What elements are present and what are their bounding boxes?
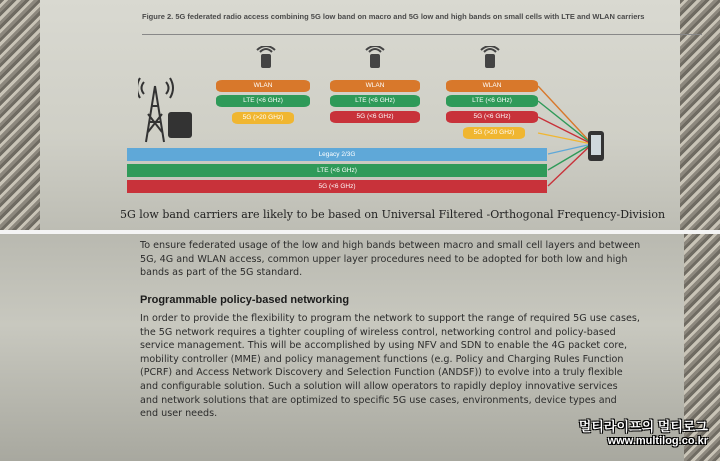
macro-5g-band: 5G (<6 GHz) (127, 180, 547, 193)
text-line: end user needs. (140, 408, 218, 420)
small-cell-icon (254, 46, 278, 70)
macro-legacy-band: Legacy 2/3G (127, 148, 547, 161)
cell1-5g-high-band: 5G (>20 GHz) (232, 112, 294, 124)
cell2-wlan-band: WLAN (330, 80, 420, 92)
section-heading: Programmable policy-based networking (140, 294, 350, 306)
intro-paragraph (140, 239, 710, 280)
title-rule (142, 34, 702, 35)
text-line: (PCRF) and Access Network Discovery and Selection Function (ANDSF)) to evolve into a truly flexible (140, 367, 623, 379)
cell3-5g-low-band: 5G (<6 GHz) (446, 111, 538, 123)
macro-tower-icon (138, 72, 196, 144)
cell3-wlan-band: WLAN (446, 80, 538, 92)
top-photo (0, 0, 720, 230)
text-line: and network solutions that are optimized to specific 5G use cases, environments, device types and (140, 394, 617, 406)
macro-lte-band: LTE (<6 GHz) (127, 164, 547, 177)
fabric-left-top (0, 0, 40, 230)
small-cell-icon (363, 46, 387, 70)
text-line: service management. This will be accomplished by using NFV and SDN to enable the 4G packet core, (140, 340, 628, 352)
text-line: the 5G network requires a tighter coupling of wireless control, networking control and policy-based (140, 326, 616, 338)
text-line: 5G, 4G and WLAN access, common upper layer procedures need to be adopted for both low and high (140, 253, 628, 265)
cell1-lte-band: LTE (<6 GHz) (216, 95, 310, 107)
text-line: In order to provide the flexibility to program the network to support the range of required 5G use cases, (140, 313, 640, 324)
text-line: To ensure federated usage of the low and high bands between macro and small cell layers and between (140, 240, 641, 251)
smartphone-icon (585, 130, 607, 162)
body-paragraph (140, 312, 710, 421)
cell2-lte-band: LTE (<6 GHz) (330, 95, 420, 107)
text-line: and configurable solution. Such a solution will allow operators to rapidly deploy innovative services (140, 380, 618, 392)
cell1-wlan-band: WLAN (216, 80, 310, 92)
cell3-5g-high-band: 5G (>20 GHz) (463, 127, 525, 139)
cell2-5g-low-band: 5G (<6 GHz) (330, 111, 420, 123)
caption-line: 5G low band carriers are likely to be based on Universal Filtered -Orthogonal Frequency-Division (120, 208, 666, 221)
small-cell-icon (478, 46, 502, 70)
cell3-lte-band: LTE (<6 GHz) (446, 95, 538, 107)
figure-title: Figure 2. 5G federated radio access combining 5G low band on macro and 5G low and high bands on small cells with LTE and WLAN carriers (142, 12, 645, 21)
watermark-korean: 멀티라이프의 멀티로그 (578, 419, 708, 434)
text-line: mobility controller (MME) and policy management functions (e.g. Policy and Charging Rules Function (140, 353, 624, 365)
text-line: bands as part of the 5G standard. (140, 267, 303, 279)
watermark-url: www.multilog.co.kr (607, 435, 708, 447)
